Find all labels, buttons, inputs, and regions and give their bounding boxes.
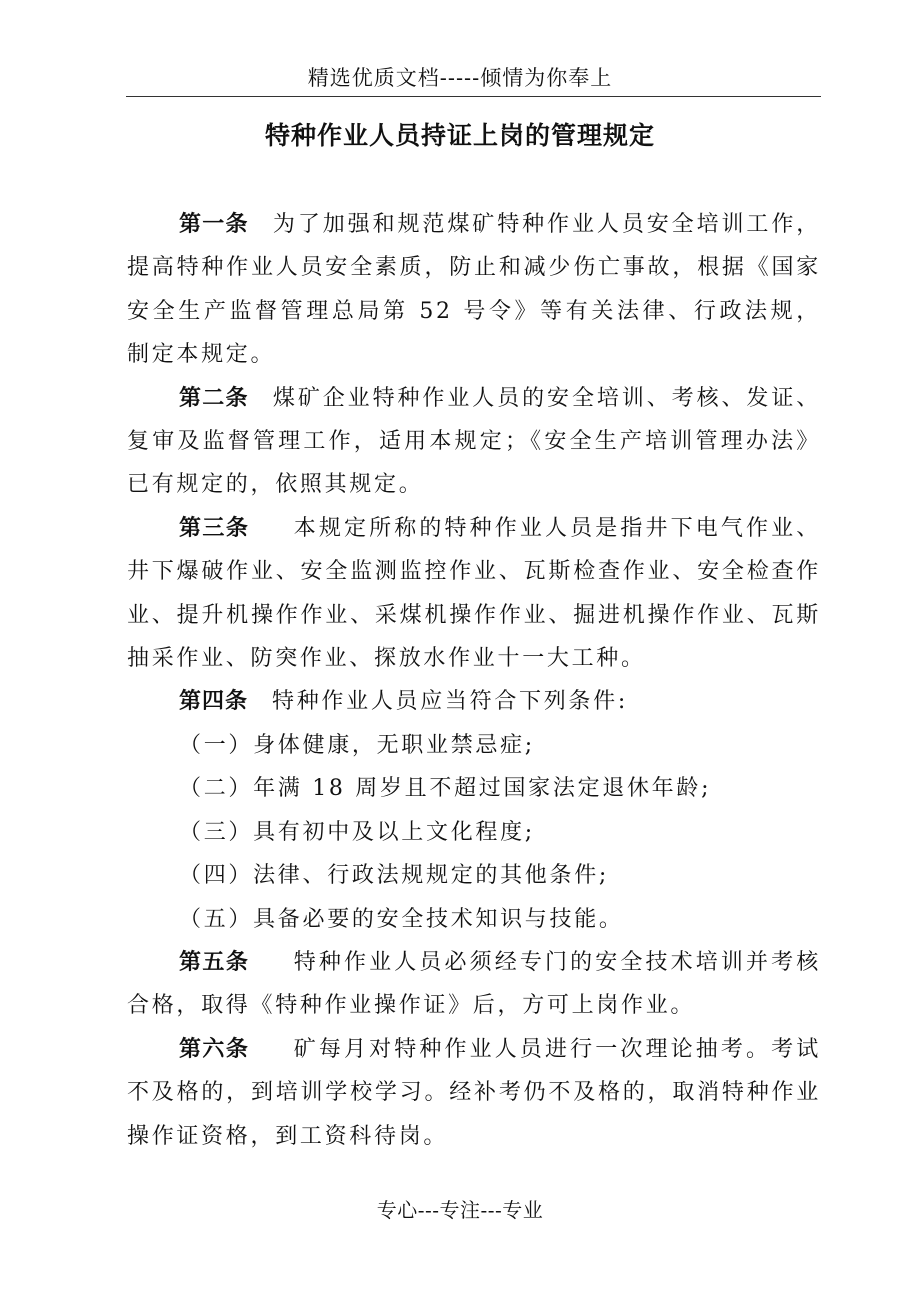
article-text: 为了加强和规范煤矿特种作业人员安全培训工作，提高特种作业人员安全素质，防止和减少伤亡事故，根据《国家安全生产监督管理总局第 52 号令》等有关法律、行政法规，制定本规定。: [127, 212, 821, 368]
article-1: [127, 203, 821, 377]
article-6: [127, 1028, 821, 1158]
article-label: 第六条: [179, 1036, 250, 1062]
article-text: 本规定所称的特种作业人员是指井下电气作业、井下爆破作业、安全监测监控作业、瓦斯检查作业、安全检查作业、提升机操作作业、采煤机操作作业、掘进机操作作业、瓦斯抽采作业、防突作业、探放水作业十一大工种。: [127, 515, 821, 672]
article-label: 第五条: [179, 949, 250, 975]
condition-item: （二）年满 18 周岁且不超过国家法定退休年龄;: [179, 776, 712, 802]
article-4: [127, 680, 821, 723]
article-label: 第二条: [179, 385, 249, 411]
page-header: 精选优质文档-----倾情为你奉上: [307, 66, 613, 90]
article-text: 特种作业人员应当符合下列条件:: [272, 689, 628, 715]
article-text: 矿每月对特种作业人员进行一次理论抽考。考试不及格的，到培训学校学习。经补考仍不及格的，取消特种作业操作证资格，到工资科待岗。: [127, 1036, 821, 1149]
article-2: [127, 377, 821, 507]
document-body: [127, 203, 821, 1158]
condition-item: （三）具有初中及以上文化程度;: [179, 819, 535, 845]
document-title: 特种作业人员持证上岗的管理规定: [264, 121, 655, 150]
article-text: 煤矿企业特种作业人员的安全培训、考核、发证、复审及监督管理工作，适用本规定；《安全生产培训管理办法》已有规定的，依照其规定。: [127, 385, 821, 498]
article-text: 特种作业人员必须经专门的安全技术培训并考核合格，取得《特种作业操作证》后，方可上岗作业。: [127, 949, 821, 1019]
page-footer: 专心---专注---专业: [376, 1198, 544, 1222]
article-label: 第四条: [179, 689, 249, 715]
article-label: 第一条: [179, 212, 249, 237]
article-label: 第三条: [179, 515, 250, 541]
condition-item: （一）身体健康，无职业禁忌症;: [179, 732, 535, 758]
article-5: [127, 941, 821, 1028]
article-3: [127, 507, 821, 681]
header-divider: [126, 96, 821, 97]
condition-item: （四）法律、行政法规规定的其他条件;: [179, 863, 610, 889]
condition-item: （五）具备必要的安全技术知识与技能。: [179, 906, 624, 932]
